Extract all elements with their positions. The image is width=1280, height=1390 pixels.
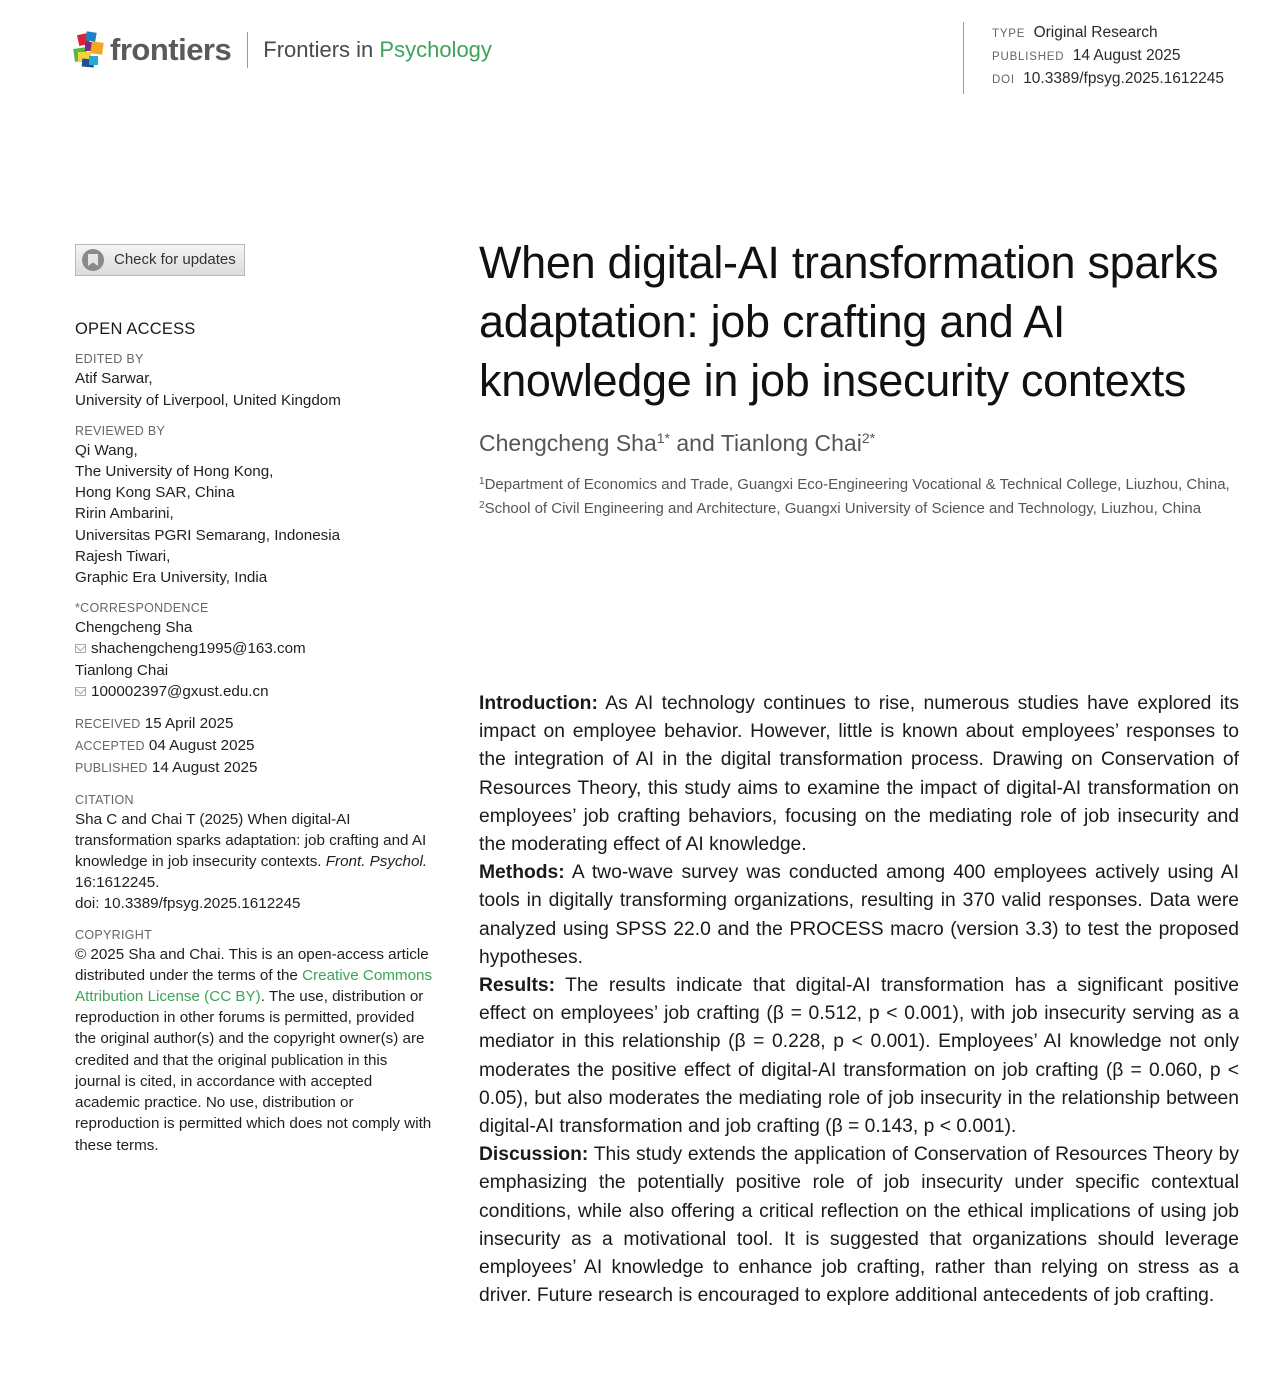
reviewed-by-label: REVIEWED BY bbox=[75, 423, 166, 438]
envelope-icon bbox=[75, 644, 86, 653]
author-name[interactable]: Tianlong Chai bbox=[720, 430, 862, 456]
abstract-discussion: Discussion: This study extends the application of Conservation of Resources Theory by emphasizing the potentially positive role of job insecurity under specific contextual conditions, while also offering a critical reflection on the ethical implications of using job insecurity as a motivational tool. It is suggested that organizations should leverage employees’ AI knowledge to enhance job crafting, rather than relying on stress as a driver. Future research is encouraged to explore additional antecedents of job crafting. bbox=[479, 1144, 1239, 1307]
journal-name[interactable] bbox=[263, 37, 492, 63]
correspondent-name: Chengcheng Sha bbox=[75, 619, 193, 637]
abstract-methods: Methods: A two-wave survey was conducted among 400 employees actively using AI tools in digitally transforming organizations, resulting in 370 valid responses. Data were analyzed using SPSS 22.0 and the PROCESS macro (version 3.3) to test the proposed hypotheses. bbox=[479, 862, 1239, 968]
meta-published: PUBLISHED 14 August 2025 bbox=[992, 47, 1181, 64]
correspondent-email[interactable]: 100002397@gxust.edu.cn bbox=[75, 681, 435, 702]
brand-name: frontiers bbox=[110, 32, 232, 67]
edited-by-label: EDITED BY bbox=[75, 352, 144, 367]
citation-doi[interactable]: doi: 10.3389/fpsyg.2025.1612245 bbox=[75, 895, 301, 913]
article-meta bbox=[963, 22, 1224, 94]
abstract bbox=[479, 690, 1239, 1310]
correspondent-email[interactable]: shachengcheng1995@163.com bbox=[75, 638, 435, 659]
frontiers-cube-logo-icon bbox=[74, 32, 104, 68]
date-published: PUBLISHED 14 August 2025 bbox=[75, 759, 258, 777]
citation-text: Sha C and Chai T (2025) When digital-AI transformation sparks adaptation: job crafting and AI knowledge in job insecurity contexts. Front. Psychol. 16:1612245. doi: 10.3389/fpsyg.2025.1612245 bbox=[75, 810, 428, 913]
journal-prefix: Frontiers in bbox=[263, 37, 380, 62]
meta-type: TYPE Original Research bbox=[992, 24, 1158, 41]
copyright-text: © 2025 Sha and Chai. This is an open-access article distributed under the terms of the Creative Commons Attribution License (CC BY). The use, distribution or reproduction in other forums is permitted, provided the original author(s) and the copyright owner(s) are credited and that the original publication in this journal is cited, in accordance with accepted academic practice. No use, distribution or reproduction is permitted which does not comply with these terms. bbox=[75, 945, 433, 1154]
article-header bbox=[479, 233, 1239, 519]
article-dates bbox=[75, 713, 435, 780]
abstract-introduction: Introduction: As AI technology continues to rise, numerous studies have explored its impact on employee behavior. However, little is known about employees’ responses to the integration of AI in the digital transformation process. Drawing on Conservation of Resources Theory, this study aims to examine the impact of digital-AI transformation on employees’ job crafting behaviors, focusing on the mediating role of job insecurity and the moderating effect of AI knowledge. bbox=[479, 693, 1239, 856]
author-name[interactable]: Chengcheng Sha bbox=[479, 430, 657, 456]
article-sidebar bbox=[75, 244, 435, 1156]
date-received: RECEIVED 15 April 2025 bbox=[75, 715, 234, 733]
date-accepted: ACCEPTED 04 August 2025 bbox=[75, 737, 255, 755]
author-list: Chengcheng Sha$^{1*}$ and Tianlong Chai$^{2*}$ bbox=[479, 430, 876, 456]
editor-info: Atif Sarwar, University of Liverpool, United Kingdom bbox=[75, 370, 341, 409]
copyright-label: COPYRIGHT bbox=[75, 927, 153, 942]
article-title: When digital-AI transformation sparks adaptation: job crafting and AI knowledge in job insecurity contexts bbox=[479, 237, 1219, 406]
correspondence-info bbox=[75, 617, 435, 702]
cc-by-license-link[interactable]: Creative Commons Attribution License (CC BY) bbox=[75, 966, 433, 1006]
citation-label: CITATION bbox=[75, 792, 134, 807]
bookmark-update-icon bbox=[82, 249, 104, 271]
correspondent-name: Tianlong Chai bbox=[75, 661, 169, 679]
logo-divider bbox=[247, 32, 248, 68]
open-access-label: OPEN ACCESS bbox=[75, 320, 196, 339]
reviewer-info: Qi Wang, The University of Hong Kong, Hong Kong SAR, China Ririn Ambarini, Universitas PGRI Semarang, Indonesia Rajesh Tiwari, Graphic Era University, India bbox=[75, 441, 341, 587]
envelope-icon bbox=[75, 687, 86, 696]
correspondence-label: *CORRESPONDENCE bbox=[75, 601, 209, 616]
check-for-updates-button[interactable]: Check for updates bbox=[75, 244, 245, 276]
frontiers-logo[interactable] bbox=[74, 30, 492, 70]
affiliations: $^1$Department of Economics and Trade, Guangxi Eco-Engineering Vocational & Technical College, Liuzhou, China, $^2$School of Civil Engineering and Architecture, Guangxi University of Science and Technology, Liuzhou, China bbox=[479, 476, 1230, 517]
journal-highlight: Psychology bbox=[379, 37, 492, 62]
abstract-results: Results: The results indicate that digital-AI transformation has a significant positive effect on employees’ job crafting (β = 0.512, p < 0.001), with job insecurity serving as a mediator in this relationship (β = 0.228, p < 0.001). Employees’ AI knowledge not only moderates the positive effect of digital-AI transformation on job crafting (β = 0.060, p < 0.05), but also moderates the mediating role of job insecurity in the relationship between digital-AI transformation and job crafting (β = 0.143, p < 0.001). bbox=[479, 975, 1239, 1138]
meta-doi[interactable]: DOI 10.3389/fpsyg.2025.1612245 bbox=[992, 70, 1224, 87]
